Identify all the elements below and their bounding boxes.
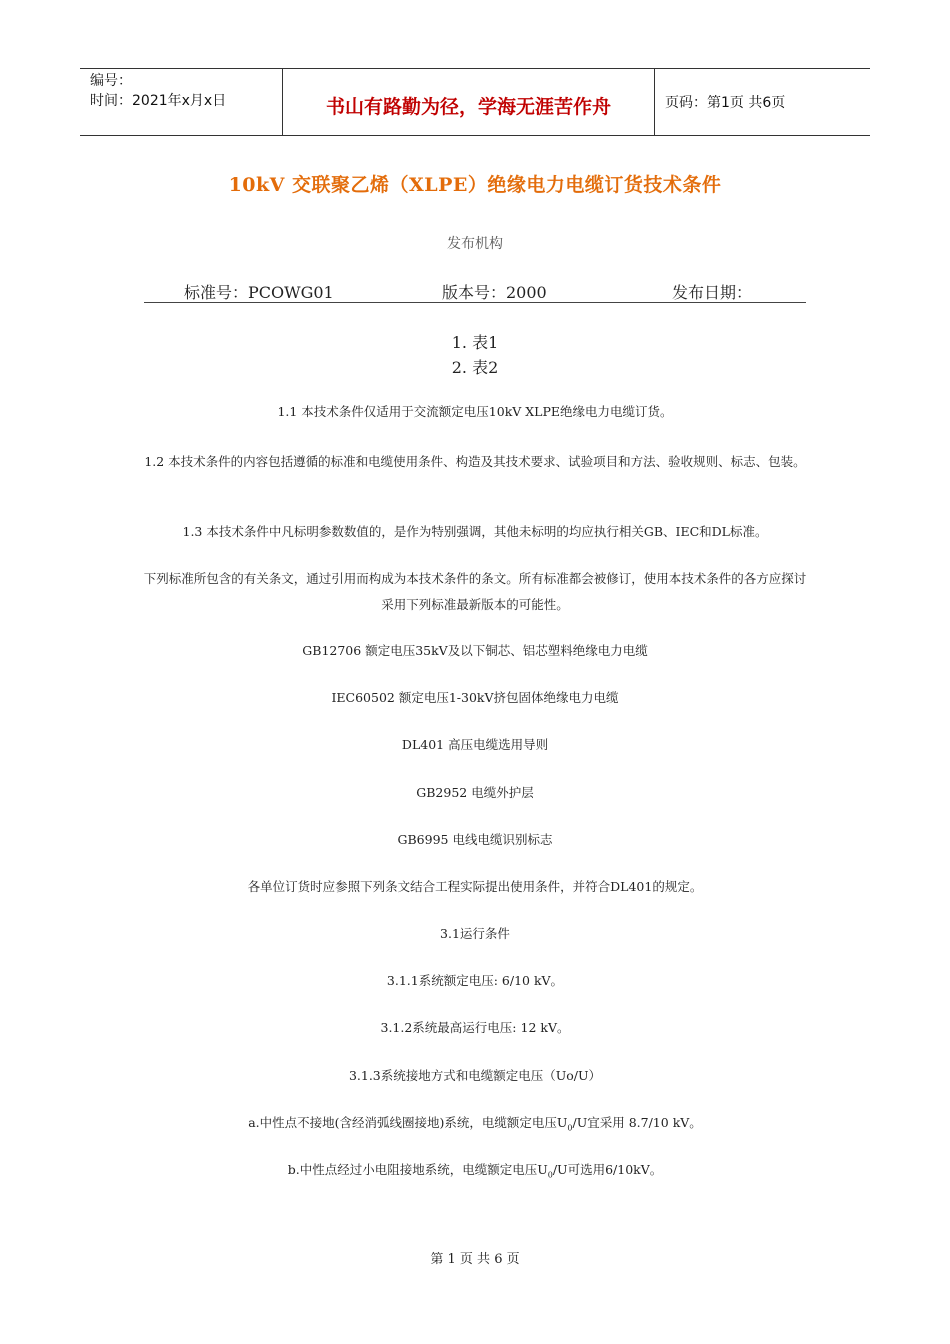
document-title: 10kV 交联聚乙烯（XLPE）绝缘电力电缆订货技术条件 — [228, 174, 722, 196]
paragraph: 1.1 本技术条件仅适用于交流额定电压10kV XLPE绝缘电力电缆订货。 — [277, 404, 673, 419]
page-footer: 第 1 页 共 6 页 — [430, 1252, 520, 1267]
paragraph-a — [140, 1110, 810, 1142]
paragraph: 3.1.2系统最高运行电压: 12 kV。 — [380, 1020, 570, 1035]
standard-info-row — [144, 280, 806, 303]
subscript: 0 — [547, 1170, 553, 1180]
publisher: 发布机构 — [447, 236, 503, 252]
reference-standard: GB6995 电线电缆识别标志 — [397, 832, 553, 847]
reference-standard: DL401 高压电缆选用导则 — [401, 737, 549, 752]
paragraph: 3.1.1系统额定电压: 6/10 kV。 — [386, 973, 564, 988]
paragraph: 各单位订货时应参照下列条文结合工程实际提出使用条件，并符合DL401的规定。 — [247, 879, 703, 894]
paragraph: 1.3 本技术条件中凡标明参数数值的，是作为特别强调，其他未标明的均应执行相关GB、IEC和DL标准。 — [182, 524, 768, 539]
motto-text: 书山有路勤为径，学海无涯苦作舟 — [325, 95, 611, 118]
reference-standard: GB2952 电缆外护层 — [416, 785, 534, 800]
toc-item[interactable]: 1. 表1 — [451, 333, 499, 352]
motto-cell — [282, 69, 655, 135]
paragraph-a-suffix: /U宜采用 8.7/10 kV。 — [572, 1115, 702, 1130]
reference-standard: GB12706 额定电压35kV及以下铜芯、铝芯塑料绝缘电力电缆 — [302, 643, 648, 658]
paragraph: 1.2 本技术条件的内容包括遵循的标准和电缆使用条件、构造及其技术要求、试验项目和方法、验收规则、标志、包装。 — [144, 454, 806, 469]
paragraph-b — [140, 1157, 810, 1189]
page-info-text: 页码：第1页 共6页 — [665, 95, 786, 111]
version-number: 版本号：2000 — [442, 283, 547, 302]
paragraph-b-suffix: /U可选用6/10kV。 — [552, 1162, 663, 1177]
paragraph-b-prefix: b.中性点经过小电阻接地系统，电缆额定电压U — [287, 1162, 548, 1177]
paragraph: 3.1.3系统接地方式和电缆额定电压（Uo/U） — [348, 1068, 602, 1083]
reference-standard: IEC60502 额定电压1-30kV挤包固体绝缘电力电缆 — [331, 690, 619, 705]
header-table — [80, 68, 870, 136]
number-label: 编号： — [90, 73, 132, 89]
standard-number: 标准号：PCOWG01 — [184, 283, 334, 302]
header-meta-cell — [80, 69, 282, 135]
toc-item[interactable]: 2. 表2 — [451, 358, 499, 377]
paragraph-a-prefix: a.中性点不接地(含经消弧线圈接地)系统，电缆额定电压U — [248, 1115, 568, 1130]
subscript: 0 — [567, 1123, 573, 1133]
paragraph: 下列标准所包含的有关条文，通过引用而构成为本技术条件的条文。所有标准都会被修订，使用本技术条件的各方应探讨采用下列标准最新版本的可能性。 — [143, 571, 807, 612]
section-heading: 3.1运行条件 — [440, 926, 510, 941]
publish-date: 发布日期： — [672, 283, 753, 302]
page-info-cell — [655, 69, 870, 135]
time-label: 时间：2021年x月x日 — [90, 93, 227, 109]
